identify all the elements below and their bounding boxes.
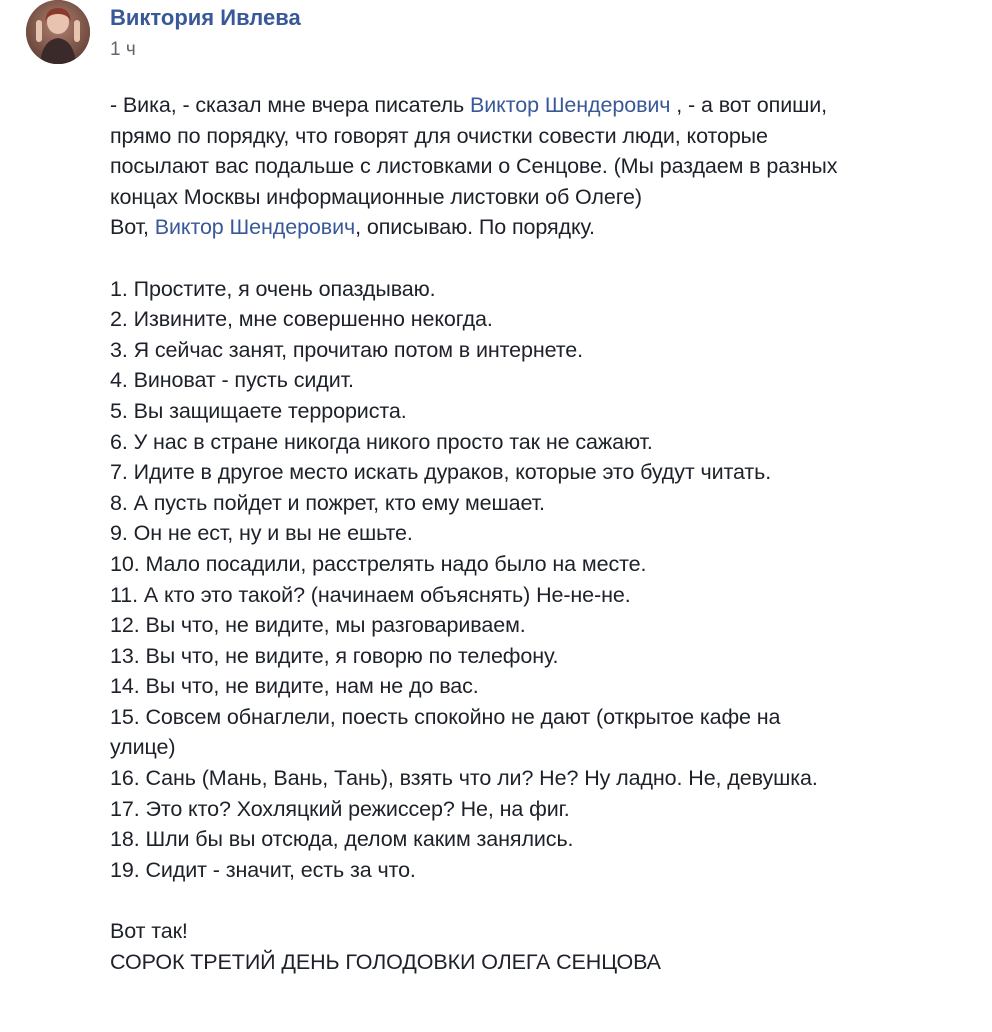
intro-line-1 — [110, 90, 980, 121]
post-timestamp[interactable]: 1 ч — [110, 39, 136, 60]
list-item: 18. Шли бы вы отсюда, делом каким занялись. — [110, 827, 574, 852]
list-item-continuation: улице) — [110, 735, 176, 760]
intro-line-4: концах Москвы информационные листовки об Олеге) — [110, 184, 642, 209]
list-item: 8. А пусть пойдет и пожрет, кто ему мешает. — [110, 490, 545, 515]
list-item: 9. Он не ест, ну и вы не ешьте. — [110, 521, 413, 546]
intro-text: , - а вот опиши, — [670, 93, 828, 117]
list-item: 19. Сидит - значит, есть за что. — [110, 857, 416, 882]
list-item: 3. Я сейчас занят, прочитаю потом в интернете. — [110, 337, 583, 362]
outro-line-1: Вот так! — [110, 919, 188, 944]
list-item: 15. Совсем обнаглели, поесть спокойно не дают (открытое кафе на — [110, 704, 781, 729]
list-item: 6. У нас в стране никогда никого просто так не сажают. — [110, 429, 653, 454]
outro-line-2: СОРОК ТРЕТИЙ ДЕНЬ ГОЛОДОВКИ ОЛЕГА СЕНЦОВА — [110, 949, 661, 974]
list-item: 17. Это кто? Хохляцкий режиссер? Не, на фиг. — [110, 796, 570, 821]
paragraph-gap — [110, 243, 980, 274]
list-item: 13. Вы что, не видите, я говорю по телефону. — [110, 643, 559, 668]
intro-text: , описываю. По порядку. — [355, 215, 595, 240]
list-item: 7. Идите в другое место искать дураков, которые это будут читать. — [110, 460, 772, 485]
list-item: 11. А кто это такой? (начинаем объяснять) Не-не-не. — [110, 582, 631, 607]
post-body — [110, 90, 980, 977]
author-name[interactable]: Виктория Ивлева — [110, 5, 301, 30]
intro-text: - Вика, - сказал мне вчера писатель — [110, 93, 471, 117]
list-item: 14. Вы что, не видите, нам не до вас. — [110, 674, 479, 699]
intro-line-2: прямо по порядку, что говорят для очистки совести люди, которые — [110, 123, 768, 148]
mention-link[interactable]: Виктор Шендерович — [470, 93, 671, 117]
avatar[interactable] — [26, 0, 90, 64]
list-item: 10. Мало посадили, расстрелять надо было на месте. — [110, 551, 647, 576]
list-item: 12. Вы что, не видите, мы разговариваем. — [110, 613, 526, 638]
list-item: 5. Вы защищаете террориста. — [110, 398, 407, 423]
intro-text: Вот, — [110, 215, 155, 240]
paragraph-gap — [110, 885, 980, 916]
list-item: 2. Извините, мне совершенно некогда. — [110, 307, 493, 332]
list-item: 4. Виноват - пусть сидит. — [110, 368, 354, 393]
intro-line-3: посылают вас подальше с листовками о Сенцове. (Мы раздаем в разных — [110, 154, 838, 179]
list-item: 16. Сань (Мань, Вань, Тань), взять что ли? Не? Ну ладно. Не, девушка. — [110, 766, 818, 791]
list-item: 1. Простите, я очень опаздываю. — [110, 276, 436, 301]
intro-line-5 — [110, 212, 980, 243]
mention-link[interactable]: Виктор Шендерович — [154, 215, 356, 240]
profile-photo-icon — [26, 0, 90, 64]
